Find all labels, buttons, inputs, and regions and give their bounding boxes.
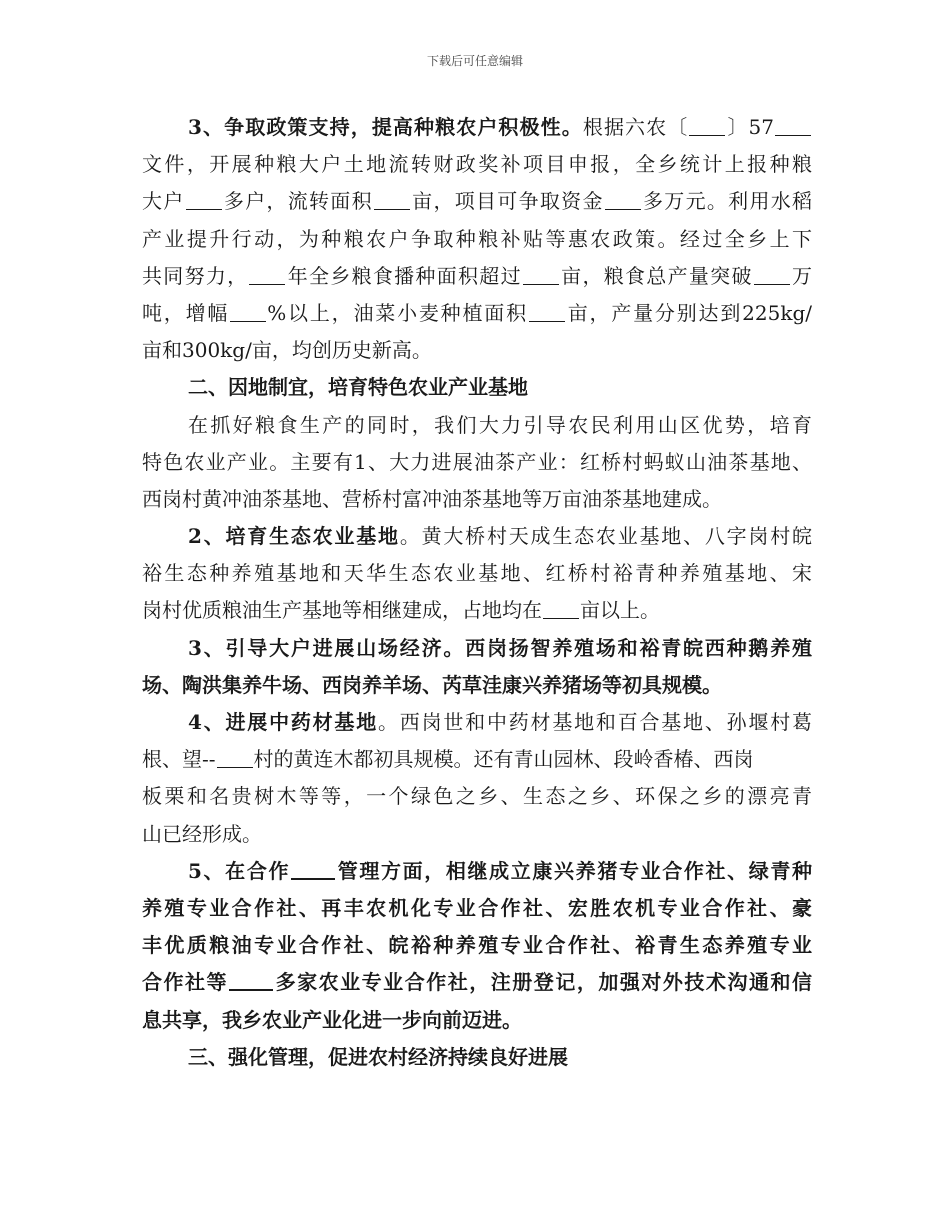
text-line — [142, 369, 812, 406]
body-text: 岗村优质粮油生产基地等相继建成，占地均在 — [142, 598, 542, 623]
text-line — [142, 592, 812, 629]
text-line — [142, 183, 812, 220]
fill-in-blank — [186, 189, 222, 210]
body-text: 〕57 — [726, 115, 775, 139]
text-line — [142, 630, 812, 667]
fill-in-blank — [754, 264, 790, 285]
body-text: 万 — [790, 263, 813, 288]
text-line — [142, 816, 812, 853]
bold-text: 合作社等 — [142, 970, 229, 995]
text-line — [142, 295, 812, 332]
page-header: 下载后可任意编辑 — [426, 54, 523, 68]
text-line — [142, 518, 812, 555]
text-line — [142, 1002, 812, 1039]
text-line — [142, 258, 812, 295]
text-line — [142, 1039, 812, 1076]
text-line — [142, 927, 812, 964]
body-text: 吨，增幅 — [142, 300, 230, 325]
fill-in-blank — [689, 115, 725, 136]
bold-text: 二、因地制宜，培育特色农业产业基地 — [188, 375, 528, 400]
bold-text: 3、争取政策支持，提高种粮农户积极性。 — [188, 115, 583, 139]
body-text: 年全乡粮食播种面积超过 — [286, 263, 522, 288]
fill-in-blank — [775, 115, 811, 136]
text-line — [142, 407, 812, 444]
body-text: 亩以上。 — [580, 598, 660, 623]
body-text: %以上，油菜小麦种植面积 — [267, 300, 528, 325]
fill-in-blank — [217, 747, 253, 768]
text-line — [142, 444, 812, 481]
body-text: 特色农业产业。主要有1、大力进展油茶产业：红桥村蚂蚁山油茶基地、 — [142, 449, 812, 474]
fill-in-blank — [230, 301, 266, 322]
body-text: 裕生态种养殖基地和天华生态农业基地、红桥村裕青种养殖基地、宋 — [142, 561, 812, 586]
body-text: 。西岗世和中药材基地和百合基地、孙堰村葛 — [378, 710, 812, 734]
body-text: 村的黄连木都初具规模。还有青山园林、段岭香椿、西岗 — [253, 747, 754, 772]
body-text: 在抓好粮食生产的同时，我们大力引导农民利用山区优势，培育 — [188, 412, 812, 437]
text-line — [142, 704, 812, 741]
bold-text: 丰优质粮油专业合作社、皖裕种养殖专业合作社、裕青生态养殖专业 — [142, 933, 812, 958]
fill-in-blank — [249, 264, 285, 285]
body-text: 共同努力， — [142, 263, 249, 288]
text-line — [142, 109, 812, 146]
bold-text: 多家农业专业合作社，注册登记，加强对外技术沟通和信 — [274, 970, 813, 995]
bold-text: 三、强化管理，促进农村经济持续良好进展 — [188, 1044, 568, 1069]
body-text: 产业提升行动，为种粮农户争取种粮补贴等惠农政策。经过全乡上下 — [142, 226, 812, 251]
fill-in-blank — [543, 598, 579, 619]
text-line — [142, 332, 812, 369]
bold-text: 息共享，我乡农业产业化进一步向前迈进。 — [142, 1007, 522, 1032]
body-text: 大户 — [142, 189, 185, 214]
fill-in-blank — [374, 189, 410, 210]
text-line — [142, 741, 812, 778]
body-text: 山已经形成。 — [142, 821, 262, 846]
body-text: 亩，产量分别达到225kg/ — [565, 300, 812, 325]
bold-text: 4、进展中药材基地 — [188, 710, 379, 734]
body-text: 亩，项目可争取资金 — [410, 189, 604, 214]
fill-in-blank — [605, 189, 641, 210]
bold-text: 5、在合作 — [188, 858, 291, 883]
fill-in-blank — [523, 264, 559, 285]
body-text: 文件，开展种粮大户土地流转财政奖补项目申报，全乡统计上报种粮 — [142, 152, 812, 177]
text-line — [142, 853, 812, 890]
bold-text: 场、陶洪集养牛场、西岗养羊场、芮草洼康兴养猪场等初具规模。 — [142, 672, 722, 697]
bold-text: 养殖专业合作社、再丰农机化专业合作社、宏胜农机专业合作社、豪 — [142, 895, 812, 920]
text-line — [142, 890, 812, 927]
body-text: 。黄大桥村天成生态农业基地、八字岗村皖 — [399, 524, 813, 549]
text-line — [142, 146, 812, 183]
fill-in-blank — [529, 301, 565, 322]
document-body — [142, 109, 812, 1076]
fill-in-blank — [229, 969, 273, 991]
bold-text: 2、培育生态农业基地 — [188, 524, 400, 549]
body-text: 亩和300kg/亩，均创历史新高。 — [142, 338, 432, 363]
body-text: 板栗和名贵树木等等，一个绿色之乡、生态之乡、环保之乡的漂亮青 — [142, 784, 812, 809]
text-line — [142, 555, 812, 592]
body-text: 西岗村黄冲油茶基地、营桥村富冲油茶基地等万亩油茶基地建成。 — [142, 486, 722, 511]
bold-text: 管理方面，相继成立康兴养猪专业合作社、绿青种 — [336, 858, 813, 883]
body-text: 根据六农〔 — [582, 115, 689, 139]
text-line — [142, 964, 812, 1001]
fill-in-blank — [291, 858, 335, 880]
body-text: 根、望-- — [142, 747, 216, 772]
text-line — [142, 778, 812, 815]
body-text: 多万元。利用水稻 — [641, 189, 813, 214]
body-text: 多户，流转面积 — [222, 189, 373, 214]
body-text: 亩，粮食总产量突破 — [559, 263, 753, 288]
text-line — [142, 481, 812, 518]
text-line — [142, 667, 812, 704]
text-line — [142, 221, 812, 258]
bold-text: 3、引导大户进展山场经济。西岗扬智养殖场和裕青皖西种鹅养殖 — [188, 635, 812, 660]
